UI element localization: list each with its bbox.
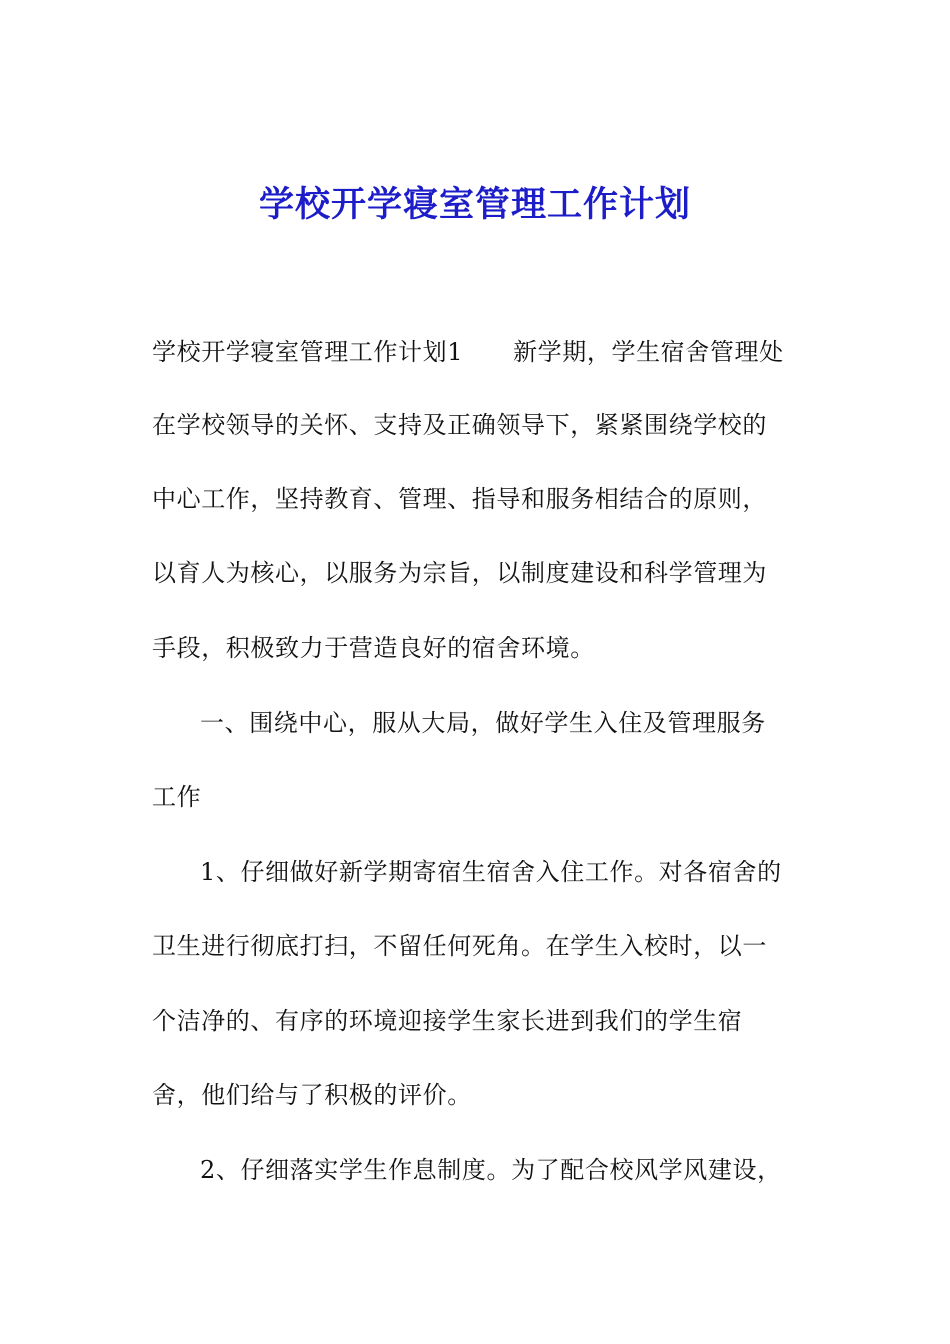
line-segment: 新学期，学生宿舍管理处 <box>513 338 784 366</box>
paragraph-line: 中心工作，坚持教育、管理、指导和服务相结合的原则， <box>152 485 767 513</box>
paragraph-line <box>152 335 784 369</box>
paragraph-line: 1、仔细做好新学期寄宿生宿舍入住工作。对各宿舍的 <box>200 858 782 886</box>
section-heading-line: 一、围绕中心，服从大局，做好学生入住及管理服务 <box>200 709 766 737</box>
section-heading-line: 工作 <box>152 783 202 811</box>
paragraph-line: 个洁净的、有序的环境迎接学生家长进到我们的学生宿 <box>152 1007 743 1035</box>
paragraph-line: 以育人为核心，以服务为宗旨，以制度建设和科学管理为 <box>152 559 767 587</box>
line-segment: 学校开学寝室管理工作计划1 <box>152 338 464 366</box>
paragraph-line: 在学校领导的关怀、支持及正确领导下，紧紧围绕学校的 <box>152 411 767 439</box>
paragraph-line: 舍，他们给与了积极的评价。 <box>152 1081 472 1109</box>
document-title: 学校开学寝室管理工作计划 <box>258 184 691 225</box>
paragraph-line: 2、仔细落实学生作息制度。为了配合校风学风建设， <box>200 1156 782 1184</box>
paragraph-line: 手段，积极致力于营造良好的宿舍环境。 <box>152 634 595 662</box>
paragraph-line: 卫生进行彻底打扫，不留任何死角。在学生入校时，以一 <box>152 932 767 960</box>
